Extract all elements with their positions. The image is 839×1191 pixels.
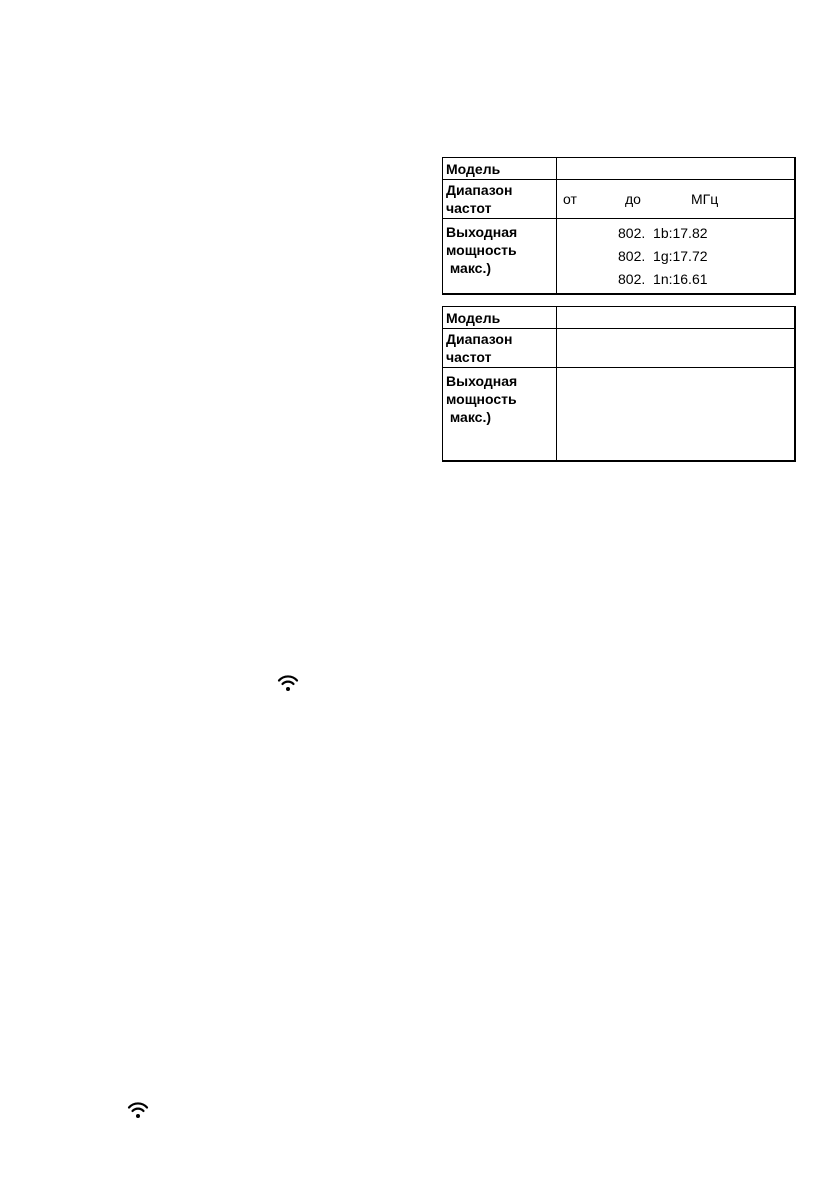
model-value [557, 158, 796, 180]
power-value: 802. 1g:17.72 [618, 247, 708, 264]
freq-value [557, 329, 796, 368]
power-label [443, 368, 557, 462]
freq-label [443, 329, 557, 368]
power-label-line: макс.) [446, 260, 492, 276]
table-row [443, 368, 796, 462]
table-row [443, 180, 796, 219]
spec-table-1 [442, 157, 796, 295]
freq-unit: МГц [691, 191, 719, 207]
model-value [557, 307, 796, 329]
freq-label-line: Диапазон [446, 182, 513, 198]
spec-table-2 [442, 306, 796, 462]
freq-value [557, 180, 796, 219]
freq-label-line: частот [446, 349, 492, 365]
power-label-line: Выходная [446, 373, 518, 389]
table-row [443, 158, 796, 180]
freq-to: до [625, 191, 641, 207]
power-label-line: мощность [446, 391, 517, 407]
power-values [557, 219, 796, 295]
power-label-line: макс.) [446, 409, 492, 425]
wifi-icon [127, 1101, 149, 1119]
power-values [557, 368, 796, 462]
model-label: Модель [443, 307, 557, 329]
freq-label-line: Диапазон [446, 331, 513, 347]
model-label: Модель [443, 158, 557, 180]
table-row [443, 307, 796, 329]
power-value: 802. 1b:17.82 [618, 224, 708, 241]
power-value: 802. 1n:16.61 [618, 270, 708, 287]
table-row [443, 329, 796, 368]
power-label-line: Выходная [446, 224, 518, 240]
freq-label-line: частот [446, 200, 492, 216]
power-label [443, 219, 557, 295]
power-label-line: мощность [446, 242, 517, 258]
wifi-icon [277, 674, 299, 692]
freq-label [443, 180, 557, 219]
freq-from: от [563, 191, 577, 207]
table-row [443, 219, 796, 295]
